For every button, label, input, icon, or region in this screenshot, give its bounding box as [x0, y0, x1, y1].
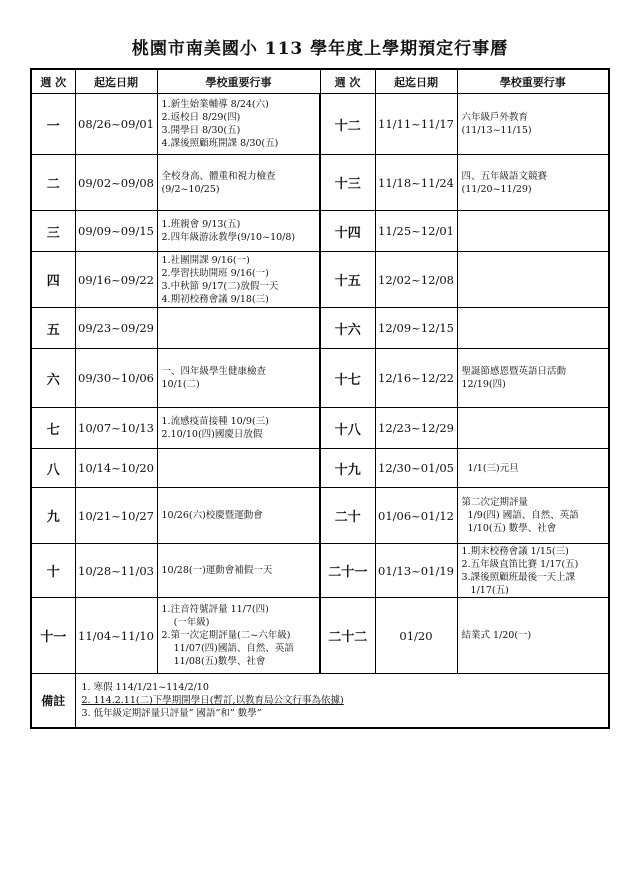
header-dates: 起迄日期: [75, 69, 157, 94]
dates-cell-2: 12/02~12/08: [375, 252, 457, 308]
week-cell: 八: [31, 449, 75, 488]
event-line: 2.返校日 8/29(四): [161, 112, 241, 123]
header-week-2: 週 次: [320, 69, 375, 94]
events-cell: [157, 598, 320, 674]
note-item: 3. 低年級定期評量只評量” 國語”和” 數學”: [81, 708, 262, 719]
table-row: [31, 155, 609, 211]
week-cell-2: 十九: [320, 449, 375, 488]
table-row: [31, 598, 609, 674]
dates-cell: 10/28~11/03: [75, 544, 157, 598]
events-cell-2: [457, 349, 609, 408]
event-line: 4.期初校務會議 9/18(三): [161, 293, 269, 305]
dates-cell: 10/14~10/20: [75, 449, 157, 488]
dates-cell-2: 01/20: [375, 598, 457, 674]
table-row: [31, 308, 609, 349]
event-line: (一年級): [161, 617, 210, 628]
event-line: 全校身高、體重和視力檢查: [161, 170, 276, 182]
events-cell: [157, 488, 320, 544]
events-cell-2: [457, 598, 609, 674]
notes-content: [75, 674, 609, 729]
dates-cell-2: 12/30~01/05: [375, 449, 457, 488]
dates-cell-2: 12/09~12/15: [375, 308, 457, 349]
events-cell-2: [457, 211, 609, 252]
event-line: 2.學習扶助開班 9/16(一): [161, 267, 269, 279]
events-cell-2: [457, 252, 609, 308]
dates-cell-2: 01/06~01/12: [375, 488, 457, 544]
events-cell-2: [457, 408, 609, 449]
event-line: 一、四年級學生健康檢查: [161, 366, 267, 377]
header-events-2: 學校重要行事: [457, 69, 609, 94]
week-cell-2: 十二: [320, 94, 375, 155]
event-line: 1.新生始業輔導 8/24(六): [161, 99, 269, 110]
event-line: 12/19(四): [461, 379, 506, 390]
dates-cell: 11/04~11/10: [75, 598, 157, 674]
week-cell: 一: [31, 94, 75, 155]
events-cell-2: [457, 449, 609, 488]
header-row: [31, 69, 609, 94]
dates-cell: 09/23~09/29: [75, 308, 157, 349]
dates-cell-2: 01/13~01/19: [375, 544, 457, 598]
week-cell: 四: [31, 252, 75, 308]
dates-cell-2: 11/18~11/24: [375, 155, 457, 211]
event-line: 2.10/10(四)國慶日放假: [161, 429, 263, 440]
dates-cell-2: 11/25~12/01: [375, 211, 457, 252]
event-line: 1.注音符號評量 11/7(四): [161, 604, 269, 615]
week-cell: 十一: [31, 598, 75, 674]
events-cell: [157, 349, 320, 408]
table-row: [31, 349, 609, 408]
dates-cell: 10/21~10/27: [75, 488, 157, 544]
events-cell-2: [457, 308, 609, 349]
week-cell-2: 十三: [320, 155, 375, 211]
events-cell: [157, 544, 320, 598]
dates-cell: 09/30~10/06: [75, 349, 157, 408]
dates-cell: 08/26~09/01: [75, 94, 157, 155]
event-line: 聖誕節感恩暨英語日活動: [461, 366, 567, 377]
table-row: [31, 488, 609, 544]
event-line: 1/1(三)元旦: [461, 462, 519, 474]
header-dates-2: 起迄日期: [375, 69, 457, 94]
week-cell-2: 十五: [320, 252, 375, 308]
events-cell-2: [457, 94, 609, 155]
event-line: 2.第一次定期評量(二~六年級): [161, 630, 291, 641]
event-line: 1.期末校務會議 1/15(三): [461, 545, 569, 557]
week-cell: 九: [31, 488, 75, 544]
week-cell-2: 二十二: [320, 598, 375, 674]
dates-cell-2: 11/11~11/17: [375, 94, 457, 155]
event-line: 1.流感疫苗接種 10/9(三): [161, 416, 269, 427]
event-line: 10/26(六)校慶暨運動會: [161, 510, 263, 521]
week-cell-2: 二十: [320, 488, 375, 544]
event-line: 1.班親會 9/13(五): [161, 219, 241, 230]
week-cell: 二: [31, 155, 75, 211]
events-cell-2: [457, 488, 609, 544]
week-cell: 五: [31, 308, 75, 349]
event-line: 3.課後照顧班最後一天上課: [461, 571, 576, 583]
note-item: 1. 寒假 114/1/21~114/2/10: [81, 682, 209, 693]
event-line: 11/07(四)國語、自然、英語: [161, 643, 294, 654]
table-row: [31, 211, 609, 252]
week-cell-2: 二十一: [320, 544, 375, 598]
events-cell: [157, 408, 320, 449]
notes-label: 備註: [31, 674, 75, 729]
header-week: 週 次: [31, 69, 75, 94]
event-line: 11/08(五)數學、社會: [161, 656, 266, 667]
dates-cell: 09/09~09/15: [75, 211, 157, 252]
events-cell: [157, 94, 320, 155]
event-line: 10/1(二): [161, 379, 200, 390]
event-line: (9/2~10/25): [161, 183, 220, 195]
event-line: 4.課後照顧班開課 8/30(五): [161, 138, 279, 149]
event-line: (11/20~11/29): [461, 183, 532, 195]
week-cell: 六: [31, 349, 75, 408]
event-line: 六年級戶外教育: [461, 112, 529, 123]
dates-cell: 09/02~09/08: [75, 155, 157, 211]
events-cell-2: [457, 155, 609, 211]
events-cell: [157, 308, 320, 349]
table-row: [31, 449, 609, 488]
calendar-table: [30, 68, 610, 729]
event-line: 1/10(五) 數學、社會: [461, 523, 557, 534]
week-cell: 十: [31, 544, 75, 598]
week-cell-2: 十八: [320, 408, 375, 449]
notes-row: [31, 674, 609, 729]
dates-cell: 10/07~10/13: [75, 408, 157, 449]
week-cell-2: 十六: [320, 308, 375, 349]
page-title: 桃園市南美國小 113 學年度上學期預定行事曆: [131, 39, 509, 59]
event-line: 2.五年級直笛比賽 1/17(五): [461, 558, 579, 570]
event-line: 1/17(五): [461, 584, 509, 596]
event-line: 3.中秋節 9/17(二)放假一天: [161, 280, 279, 292]
header-events: 學校重要行事: [157, 69, 320, 94]
events-cell: [157, 155, 320, 211]
events-cell-2: [457, 544, 609, 598]
week-cell: 七: [31, 408, 75, 449]
event-line: 10/28(一)運動會補假一天: [161, 565, 273, 576]
table-row: [31, 544, 609, 598]
week-cell-2: 十七: [320, 349, 375, 408]
events-cell: [157, 449, 320, 488]
week-cell-2: 十四: [320, 211, 375, 252]
event-line: (11/13~11/15): [461, 125, 532, 136]
event-line: 3.開學日 8/30(五): [161, 125, 241, 136]
note-item: 2. 114.2.11(二)下學期開學日(暫訂,以教育局公文行事為依據): [81, 695, 344, 706]
dates-cell-2: 12/23~12/29: [375, 408, 457, 449]
events-cell: [157, 252, 320, 308]
table-row: [31, 408, 609, 449]
event-line: 2.四年級游泳教學(9/10~10/8): [161, 232, 296, 243]
table-row: [31, 252, 609, 308]
dates-cell: 09/16~09/22: [75, 252, 157, 308]
events-cell: [157, 211, 320, 252]
event-line: 第二次定期評量: [461, 497, 529, 508]
event-line: 四、五年級語文競賽: [461, 170, 548, 182]
event-line: 1.社團開課 9/16(一): [161, 254, 250, 266]
event-line: 結業式 1/20(一): [461, 630, 532, 641]
dates-cell-2: 12/16~12/22: [375, 349, 457, 408]
event-line: 1/9(四) 國語、自然、英語: [461, 510, 579, 521]
table-row: [31, 94, 609, 155]
week-cell: 三: [31, 211, 75, 252]
